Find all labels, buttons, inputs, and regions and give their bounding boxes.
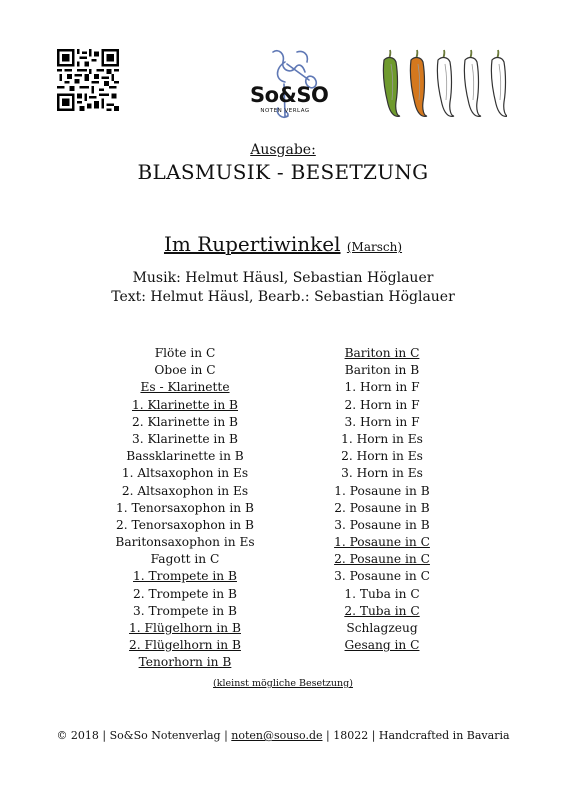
edition-label: Ausgabe: xyxy=(250,142,316,158)
footer-email-link[interactable]: noten@souso.de xyxy=(231,729,323,742)
instrument-item: 1. Posaune in B xyxy=(334,483,430,498)
edition-title: BLASMUSIK - BESETZUNG xyxy=(137,160,429,184)
chili-pepper-icon xyxy=(464,50,481,116)
footer xyxy=(0,729,566,742)
piece-title-block xyxy=(0,232,566,256)
instrument-item: Bassklarinette in B xyxy=(126,449,244,464)
logo-subtitle: NOTEN VERLAG xyxy=(260,108,310,114)
music-credit: Musik: Helmut Häusl, Sebastian Höglauer xyxy=(132,270,434,286)
instrument-item: Bariton in C xyxy=(344,346,420,360)
chili-pepper-icon xyxy=(383,50,400,116)
instrument-item: 1. Klarinette in B xyxy=(131,397,239,412)
instrument-item: 3. Horn in F xyxy=(344,414,420,429)
piece-title: Im Rupertiwinkel xyxy=(163,232,341,256)
instrument-list-right xyxy=(282,345,482,654)
instrument-item: 3. Posaune in C xyxy=(334,569,430,584)
piece-subtitle: (Marsch) xyxy=(346,240,403,254)
instrument-item: 1. Trompete in B xyxy=(133,569,237,584)
instrument-item: 1. Altsaxophon in Es xyxy=(121,466,249,481)
footer-copyright: © 2018 | So&So Notenverlag | xyxy=(56,729,232,742)
instrument-list-left xyxy=(85,345,285,672)
instrument-item: 2. Trompete in B xyxy=(133,586,237,601)
instrument-item: Tenorhorn in B xyxy=(138,655,232,670)
instrument-item: Gesang in C xyxy=(344,638,420,653)
instrument-item: Flöte in C xyxy=(154,346,216,360)
instrument-item: 1. Tenorsaxophon in B xyxy=(116,500,254,515)
chili-pepper-icon xyxy=(410,50,427,116)
instrument-item: 2. Tenorsaxophon in B xyxy=(116,517,254,532)
instrument-item: 1. Horn in F xyxy=(344,380,420,395)
qr-code-icon xyxy=(57,49,119,111)
instrument-item: 1. Tuba in C xyxy=(344,586,420,601)
instrument-item: Oboe in C xyxy=(154,363,216,378)
instrument-item: 2. Altsaxophon in Es xyxy=(121,483,249,498)
chili-pepper-icon xyxy=(437,50,454,116)
instrument-item: 3. Horn in Es xyxy=(341,466,423,481)
instrument-item: 2. Flügelhorn in B xyxy=(129,638,241,653)
instrument-item: 2. Posaune in C xyxy=(334,552,430,567)
instrument-item: 1. Horn in Es xyxy=(341,431,423,446)
minimum-setup-note: (kleinst mögliche Besetzung) xyxy=(213,678,353,689)
instrument-item: 2. Horn in F xyxy=(344,397,420,412)
chili-rating xyxy=(372,46,507,118)
instrument-item: Baritonsaxophon in Es xyxy=(115,535,255,550)
instrument-item: Fagott in C xyxy=(150,552,220,567)
instrument-item: 2. Horn in Es xyxy=(341,449,423,464)
instrument-item: Schlagzeug xyxy=(346,621,418,635)
instrument-item: 1. Posaune in C xyxy=(334,535,430,550)
footer-info: | 18022 | Handcrafted in Bavaria xyxy=(322,729,510,742)
text-credit: Text: Helmut Häusl, Bearb.: Sebastian Höglauer xyxy=(111,289,455,305)
instrument-item: Es - Klarinette xyxy=(140,380,230,395)
instrument-item: 3. Trompete in B xyxy=(133,603,237,618)
instrument-item: 3. Klarinette in B xyxy=(131,431,239,446)
instrument-item: 2. Tuba in C xyxy=(344,603,420,618)
chili-pepper-icon xyxy=(491,50,507,116)
logo-wordmark: So&SO xyxy=(250,83,329,107)
instrument-item: 2. Posaune in B xyxy=(334,500,430,515)
instrument-item: 2. Klarinette in B xyxy=(131,414,239,429)
instrument-item: 3. Posaune in B xyxy=(334,517,430,532)
instrument-item: 1. Flügelhorn in B xyxy=(129,621,241,635)
instrument-item: Bariton in B xyxy=(344,363,420,378)
